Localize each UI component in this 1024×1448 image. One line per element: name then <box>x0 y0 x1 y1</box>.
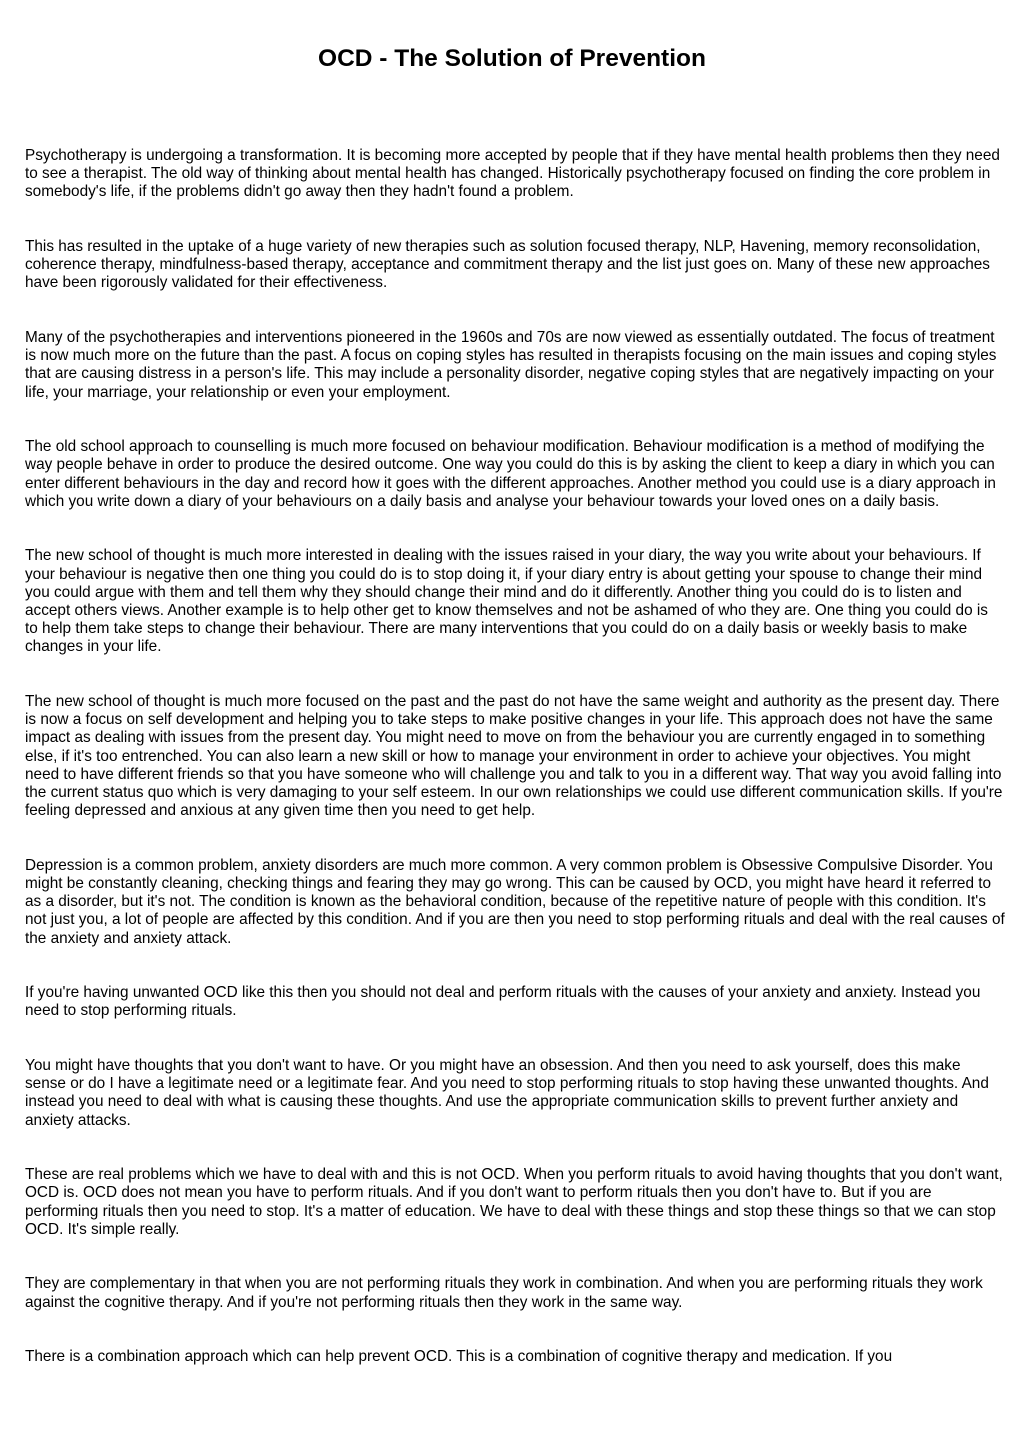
document-body <box>25 147 1005 1403</box>
paragraph: You might have thoughts that you don't want to have. Or you might have an obsession. And then you need to ask yourself, does this make sense or do I have a legitimate need or a legitimate fear. And you need to stop performing rituals to stop having these unwanted thoughts. And instead you need to deal with what is causing these thoughts. And use the appropriate communication skills to prevent further anxiety and anxiety attacks. <box>25 1057 989 1129</box>
paragraph: They are complementary in that when you are not performing rituals they work in combination. And when you are performing rituals they work against the cognitive therapy. And if you're not performing rituals then they work in the same way. <box>25 1275 983 1311</box>
paragraph: The new school of thought is much more focused on the past and the past do not have the same weight and authority as the present day. There is now a focus on self development and helping you to take steps to make positive changes in your life. This approach does not have the same impact as dealing with issues from the present day. You might need to move on from the behaviour you are currently engaged in to something else, if it's too entrenched. You can also learn a new skill or how to manage your environment in order to achieve your objectives. You might need to have different friends so that you have someone who will challenge you and talk to you in a different way. That way you avoid falling into the current status quo which is very damaging to your self esteem. In our own relationships we could use different communication skills. If you're feeling depressed and anxious at any given time then you need to get help. <box>25 693 1003 820</box>
paragraph: The new school of thought is much more interested in dealing with the issues raised in your diary, the way you write about your behaviours. If your behaviour is negative then one thing you could do is to stop doing it, if your diary entry is about getting your spouse to change their mind you could argue with them and tell them why they should change their mind and do it differently. Another thing you could do is to listen and accept others views. Another example is to help other get to know themselves and not be ashamed of who they are. One thing you could do is to help them take steps to change their behaviour. There are many interventions that you could do on a daily basis or weekly basis to make changes in your life. <box>25 547 988 656</box>
paragraph: Many of the psychotherapies and interventions pioneered in the 1960s and 70s are now viewed as essentially outdated. The focus of treatment is now much more on the future than the past. A focus on coping styles has resulted in therapists focusing on the main issues and coping styles that are causing distress in a person's life. This may include a personality disorder, negative coping styles that are negatively impacting on your life, your marriage, your relationship or even your employment. <box>25 329 997 401</box>
paragraph: There is a combination approach which can help prevent OCD. This is a combination of cognitive therapy and medication. If you <box>25 1348 893 1366</box>
paragraph: Depression is a common problem, anxiety disorders are much more common. A very common problem is Obsessive Compulsive Disorder. You might be constantly cleaning, checking things and fearing they may go wrong. This can be caused by OCD, you might have heard it referred to as a disorder, but it's not. The condition is known as the behavioral condition, because of the repetitive nature of people with this condition. It's not just you, a lot of people are affected by this condition. And if you are then you need to stop performing rituals and deal with the real causes of the anxiety and anxiety attack. <box>25 856 1005 947</box>
paragraph: The old school approach to counselling is much more focused on behaviour modification. Behaviour modification is a method of modifying the way people behave in order to produce the desired outcome. One way you could do this is by asking the client to keep a diary in which you can enter different behaviours in the day and record how it goes with the different approaches. Another method you could use is a diary approach in which you write down a diary of your behaviours on a daily basis and analyse your behaviour towards your loved ones on a daily basis. <box>25 438 996 510</box>
paragraph: These are real problems which we have to deal with and this is not OCD. When you perform rituals to avoid having thoughts that you don't want, OCD is. OCD does not mean you have to perform rituals. And if you don't want to perform rituals then you don't have to. But if you are performing rituals then you need to stop. It's a matter of education. We have to deal with these things and stop these things so that we can stop OCD. It's simple really. <box>25 1166 1003 1238</box>
document-title: OCD - The Solution of Prevention <box>318 45 706 72</box>
paragraph: If you're having unwanted OCD like this then you should not deal and perform rituals with the causes of your anxiety and anxiety. Instead you need to stop performing rituals. <box>25 984 981 1020</box>
paragraph: This has resulted in the uptake of a huge variety of new therapies such as solution focused therapy, NLP, Havening, memory reconsolidation, coherence therapy, mindfulness-based therapy, acceptance and commitment therapy and the list just goes on. Many of these new approaches have been rigorously validated for their effectiveness. <box>25 238 990 292</box>
paragraph: Psychotherapy is undergoing a transformation. It is becoming more accepted by people that if they have mental health problems then they need to see a therapist. The old way of thinking about mental health has changed. Historically psychotherapy focused on finding the core problem in somebody's life, if the problems didn't go away then they hadn't found a problem. <box>25 147 1000 201</box>
